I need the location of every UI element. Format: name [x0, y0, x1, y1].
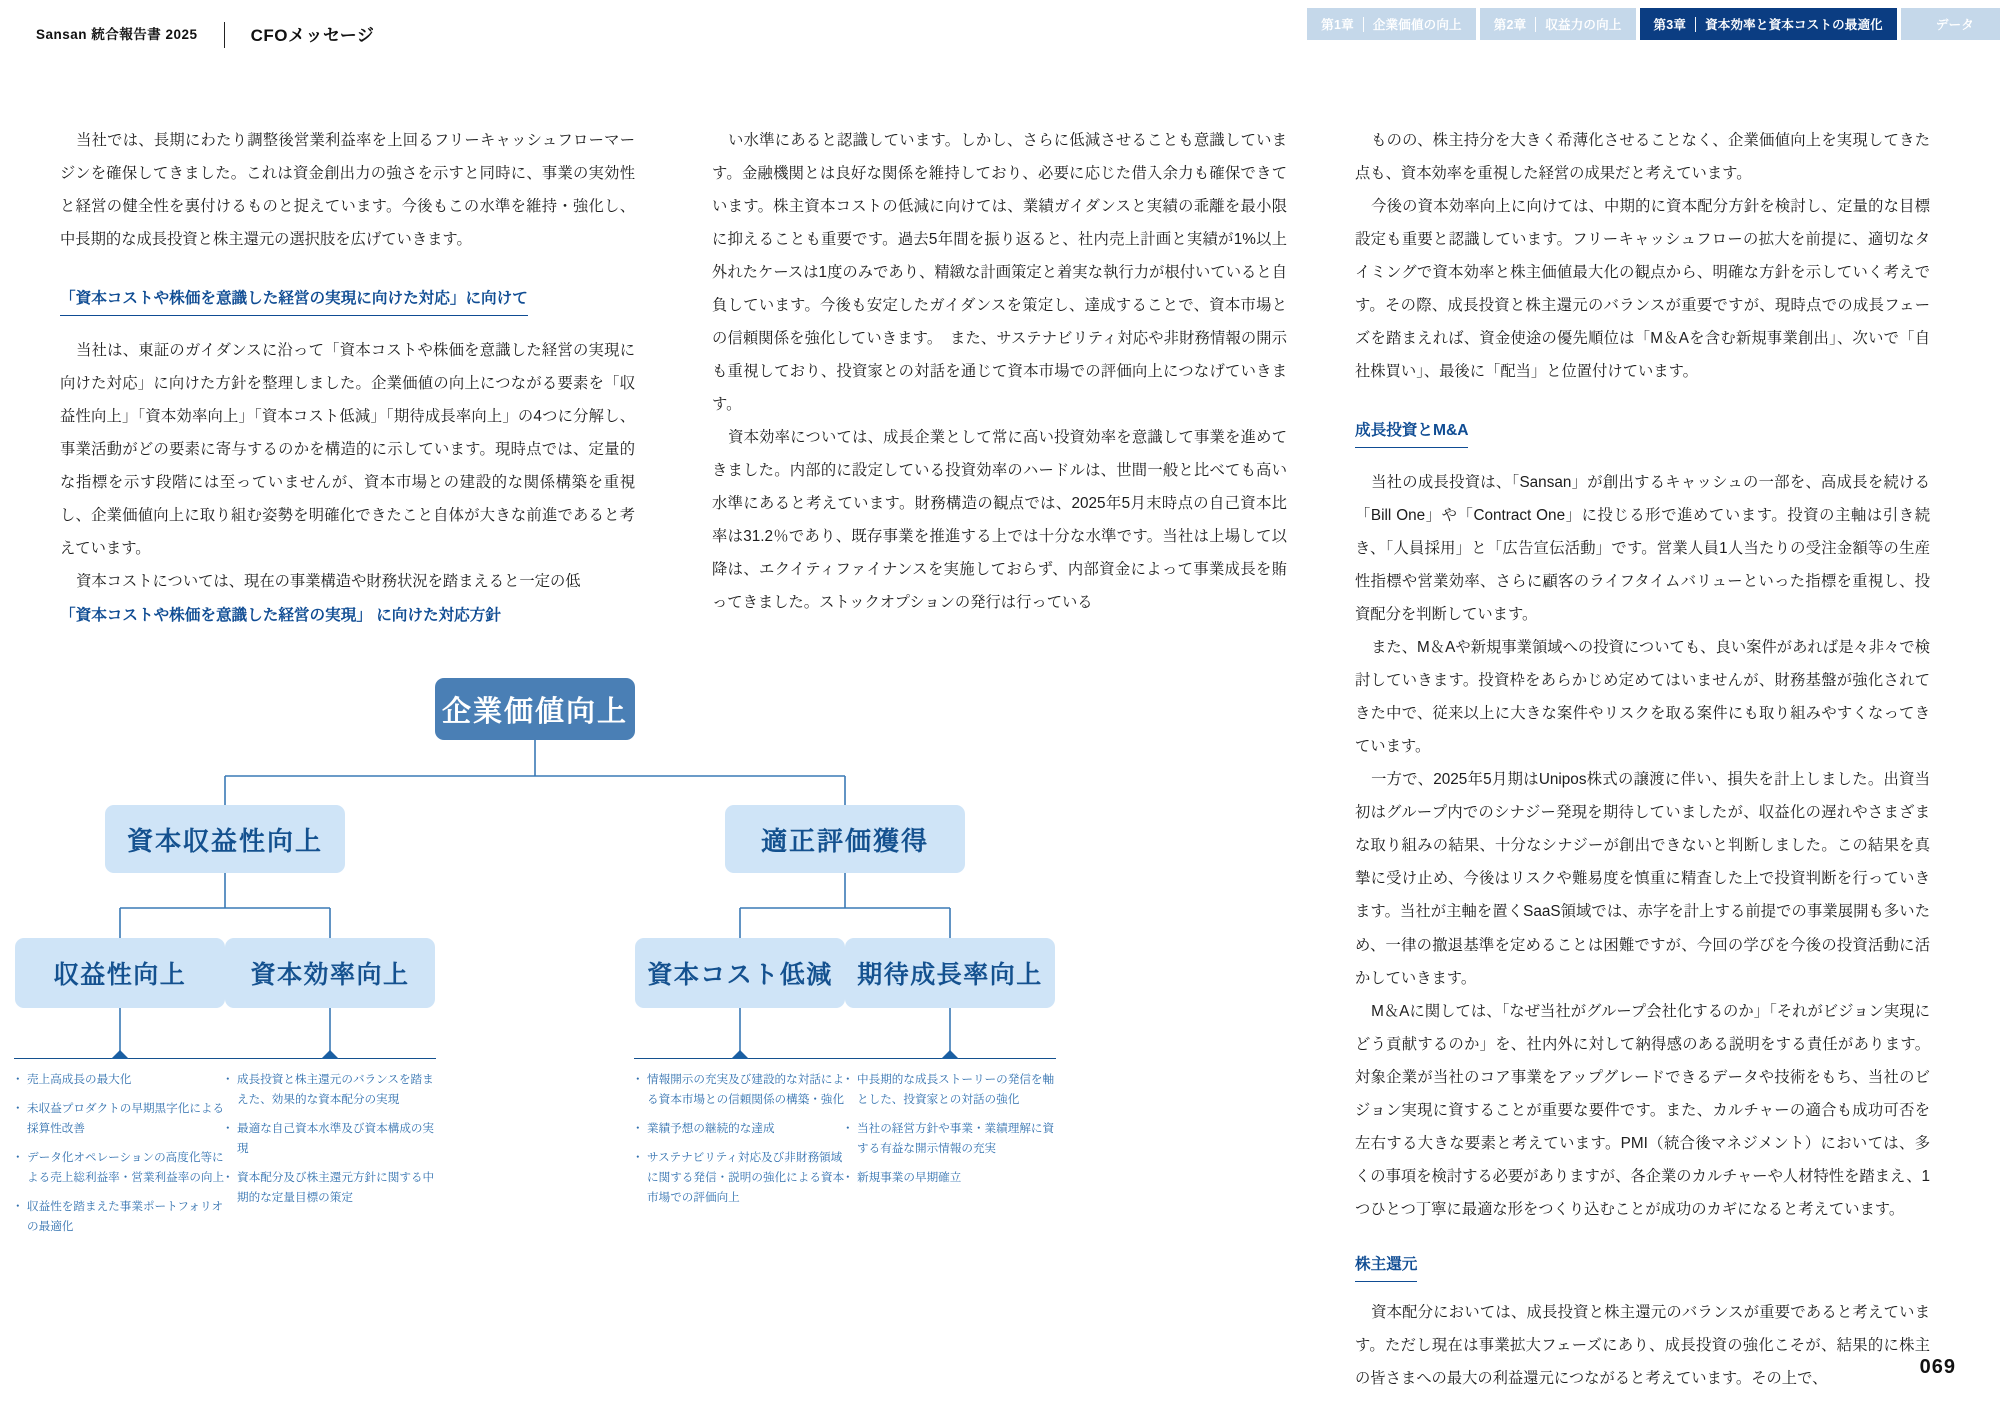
chapter-tab-2-separator [1535, 17, 1536, 32]
text-column-2 [712, 124, 1287, 619]
list-item: ・ データ化オペレーションの高度化等による売上総利益率・営業利益率の向上 [14, 1148, 226, 1188]
diagram-node-corporate-value [435, 678, 635, 740]
list-item: ・ 資本配分及び株主還元方針に関する中期的な定量目標の策定 [224, 1168, 436, 1208]
section-heading-wrapper [1355, 1248, 1930, 1282]
list-item: ・ 売上高成長の最大化 [14, 1070, 226, 1090]
bullet-group-profitability [14, 1058, 226, 1246]
list-item: ・ 収益性を踏まえた事業ポートフォリオの最適化 [14, 1197, 226, 1237]
report-brand-label: Sansan 統合報告書 2025 [36, 27, 198, 42]
pointer-triangle-icon [941, 1050, 959, 1059]
page-header [0, 0, 2000, 48]
paragraph: 一方で、2025年5月期はUnipos株式の譲渡に伴い、損失を計上しました。出資当初はグループ内でのシナジー発現を期待していましたが、収益化の遅れやさまざまな取り組みの結果、十分なシナジーが創出できないと判断しました。この結果を真摯に受け止め、今後はリスクや難易度を慎重に精査した上で投資判断を行っていきます。当社が主軸を置くSaaS領域では、赤字を計上する前提での事業展開も多いため、一律の撤退基準を定めることは困難ですが、今回の学びを今後の投資活動に活かしていきます。 [1355, 771, 1930, 987]
diagram-node-label: 資本コスト低減 [647, 961, 833, 989]
diagram-node-capital-efficiency [225, 938, 435, 1008]
chapter-tab-data-name: データ [1935, 18, 1974, 32]
bullet-list [224, 1070, 436, 1208]
list-item: ・ 新規事業の早期確立 [844, 1168, 1056, 1188]
diagram-node-label: 資本効率向上 [250, 961, 410, 989]
chapter-tab-3[interactable] [1640, 8, 1897, 40]
bullet-rule [224, 1058, 436, 1059]
paragraph: ものの、株主持分を大きく希薄化させることなく、企業価値向上を実現してきた点も、資本効率を重視した経営の成果だと考えています。 [1355, 132, 1930, 183]
header-divider [224, 22, 225, 48]
chapter-tab-3-separator [1695, 17, 1696, 32]
diagram-node-fair-valuation [725, 805, 965, 873]
chapter-tab-data[interactable] [1901, 8, 2000, 40]
pointer-triangle-icon [111, 1050, 129, 1059]
paragraph: 資本配分においては、成長投資と株主還元のバランスが重要であると考えています。ただし現在は事業拡大フェーズにあり、成長投資の強化こそが、結果的に株主の皆さまへの最大の利益還元につながると考えています。その上で、 [1355, 1303, 1930, 1387]
chapter-tab-1[interactable] [1307, 8, 1475, 40]
paragraph: 当社は、東証のガイダンスに沿って「資本コストや株価を意識した経営の実現に向けた対応」に向けた方針を整理しました。企業価値の向上につながる要素を「収益性向上」「資本効率向上」「資本コスト低減」「期待成長率向上」の4つに分解し、事業活動がどの要素に寄与するのかを構造的に示しています。現時点では、定量的な指標を示す段階には至っていませんが、資本市場との建設的な関係構築を重視し、企業価値向上に取り組む姿勢を明確化できたこと自体が大きな前進であると考えています。 [60, 341, 635, 558]
pointer-triangle-icon [321, 1050, 339, 1059]
page-number: 069 [1919, 1356, 1956, 1378]
diagram-node-label: 適正評価獲得 [760, 825, 929, 856]
bullet-group-expected-growth [844, 1058, 1056, 1197]
brand-line [36, 20, 374, 46]
diagram-node-expected-growth [845, 938, 1055, 1008]
chapter-tab-2-number: 第2章 [1493, 18, 1527, 32]
paragraph: 当社の成長投資は、「Sansan」が創出するキャッシュの一部を、高成長を続ける「Bill One」や「Contract One」に投じる形で進めています。投資の主軸は引き続き、「人員採用」と「広告宣伝活動」です。営業人員1人当たりの受注金額等の生産性指標や営業効率、さらに顧客のライフタイムバリューといった指標を重視し、投資配分を判断しています。 [1355, 474, 1930, 624]
chapter-tab-3-number: 第3章 [1653, 18, 1687, 32]
diagram-node-capital-profitability [105, 805, 345, 873]
section-heading-wrapper [60, 282, 635, 316]
bullet-list [634, 1070, 846, 1208]
chapter-tab-2-name: 収益力の向上 [1545, 18, 1622, 32]
bullet-rule [14, 1058, 226, 1059]
chapter-tab-1-number: 第1章 [1321, 18, 1354, 32]
diagram-title: 「資本コストや株価を意識した経営の実現」 に向けた対応方針 [60, 607, 501, 624]
chapter-tab-1-name: 企業価値の向上 [1372, 18, 1462, 32]
text-column-3 [1355, 124, 1930, 1395]
diagram-node-label: 収益性向上 [53, 961, 187, 989]
paragraph: 当社では、長期にわたり調整後営業利益率を上回るフリーキャッシュフローマージンを確保してきました。これは資金創出力の強さを示すと同時に、事業の実効性と経営の健全性を裏付けるものと捉えています。今後もこの水準を維持・強化し、中長期的な成長投資と株主還元の選択肢を広げていきます。 [60, 132, 635, 249]
paragraph: また、M＆Aや新規事業領域への投資についても、良い案件があれば是々非々で検討していきます。投資枠をあらかじめ定めてはいませんが、財務基盤が強化されてきた中で、従来以上に大きな案件やリスクを取る案件にも取り組みやすくなってきています。 [1355, 639, 1930, 756]
capital-policy-diagram [27, 660, 1290, 1320]
list-item: ・ 当社の経営方針や事業・業績理解に資する有益な開示情報の充実 [844, 1119, 1056, 1159]
bullet-group-cost-of-capital [634, 1058, 846, 1217]
chapter-tab-3-name: 資本効率と資本コストの最適化 [1705, 18, 1883, 32]
chapter-tab-1-separator [1363, 17, 1364, 32]
chapter-tab-2[interactable] [1480, 8, 1636, 40]
chapter-tab-bar [1307, 8, 2000, 40]
text-column-1 [60, 124, 635, 598]
section-heading-shareholder-return: 株主還元 [1355, 1254, 1417, 1282]
bullet-rule [844, 1058, 1056, 1059]
diagram-node-label: 企業価値向上 [441, 695, 628, 728]
bullet-list [844, 1070, 1056, 1188]
section-heading-capital-cost: 「資本コストや株価を意識した経営の実現に向けた対応」に向けて [60, 288, 528, 316]
bullet-rule [634, 1058, 846, 1059]
list-item: ・ 未収益プロダクトの早期黒字化による採算性改善 [14, 1099, 226, 1139]
list-item: ・ 業績予想の継続的な達成 [634, 1119, 846, 1139]
pointer-triangle-icon [731, 1050, 749, 1059]
section-heading-growth-investment: 成長投資とM&A [1355, 420, 1468, 448]
list-item: ・ サステナビリティ対応及び非財務領域に関する発信・説明の強化による資本市場での評価向上 [634, 1148, 846, 1208]
paragraph: い水準にあると認識しています。しかし、さらに低減させることも意識しています。金融機関とは良好な関係を維持しており、必要に応じた借入余力も確保できています。株主資本コストの低減に向けては、業績ガイダンスと実績の乖離を最小限に抑えることも重要です。過去5年間を振り返ると、社内売上計画と実績が1%以上外れたケースは1度のみであり、精緻な計画策定と着実な執行力が根付いていると自負しています。今後も安定したガイダンスを策定し、達成することで、資本市場との信頼関係を強化していきます。 また、サステナビリティ対応や非財務情報の開示も重視しており、投資家との対話を通じて資本市場での評価向上につなげていきます。 [712, 132, 1287, 414]
list-item: ・ 情報開示の充実及び建設的な対話による資本市場との信頼関係の構築・強化 [634, 1070, 846, 1110]
diagram-node-label: 資本収益性向上 [126, 825, 323, 856]
list-item: ・ 最適な自己資本水準及び資本構成の実現 [224, 1119, 436, 1159]
diagram-node-profitability-improvement [15, 938, 225, 1008]
list-item: ・ 成長投資と株主還元のバランスを踏まえた、効果的な資本配分の実現 [224, 1070, 436, 1110]
page-title: CFOメッセージ [250, 25, 375, 45]
paragraph: 資本コストについては、現在の事業構造や財務状況を踏まえると一定の低 [76, 573, 581, 591]
diagram-node-label: 期待成長率向上 [857, 961, 1043, 989]
paragraph: M＆Aに関しては、「なぜ当社がグループ会社化するのか」「それがビジョン実現にどう貢献するのか」を、社内外に対して納得感のある説明をする責任があります。対象企業が当社のコア事業をアップグレードできるデータや技術をもち、当社のビジョン実現に資することが重要な要件です。また、カルチャーの適合も成功可否を左右する大きな要素と考えています。PMI（統合後マネジメント）においては、多くの事項を検討する必要がありますが、各企業のカルチャーや人材特性を踏まえ、1つひとつ丁寧に最適な形をつくり込むことが成功のカギになると考えています。 [1355, 1002, 1930, 1218]
list-item: ・ 中長期的な成長ストーリーの発信を軸とした、投資家との対話の強化 [844, 1070, 1056, 1110]
bullet-group-capital-efficiency [224, 1058, 436, 1217]
paragraph: 資本効率については、成長企業として常に高い投資効率を意識して事業を進めてきました。内部的に設定している投資効率のハードルは、世間一般と比べても高い水準にあると考えています。財務構造の観点では、2025年5月末時点の自己資本比率は31.2％であり、既存事業を推進する上では十分な水準です。当社は上場して以降は、エクイティファイナンスを実施しておらず、内部資金によって事業成長を賄ってきました。ストックオプションの発行は行っている [712, 429, 1287, 612]
diagram-node-cost-of-capital-reduction [635, 938, 845, 1008]
section-heading-wrapper [1355, 414, 1930, 448]
paragraph: 今後の資本効率向上に向けては、中期的に資本配分方針を検討し、定量的な目標設定も重要と認識しています。フリーキャッシュフローの拡大を前提に、適切なタイミングで資本効率と株主価値最大化の観点から、明確な方針を示していく考えです。その際、成長投資と株主還元のバランスが重要ですが、現時点での成長フェーズを踏まえれば、資金使途の優先順位は「M＆Aを含む新規事業創出」、次いで「自社株買い」、最後に「配当」と位置付けています。 [1355, 198, 1930, 381]
bullet-list [14, 1070, 226, 1237]
